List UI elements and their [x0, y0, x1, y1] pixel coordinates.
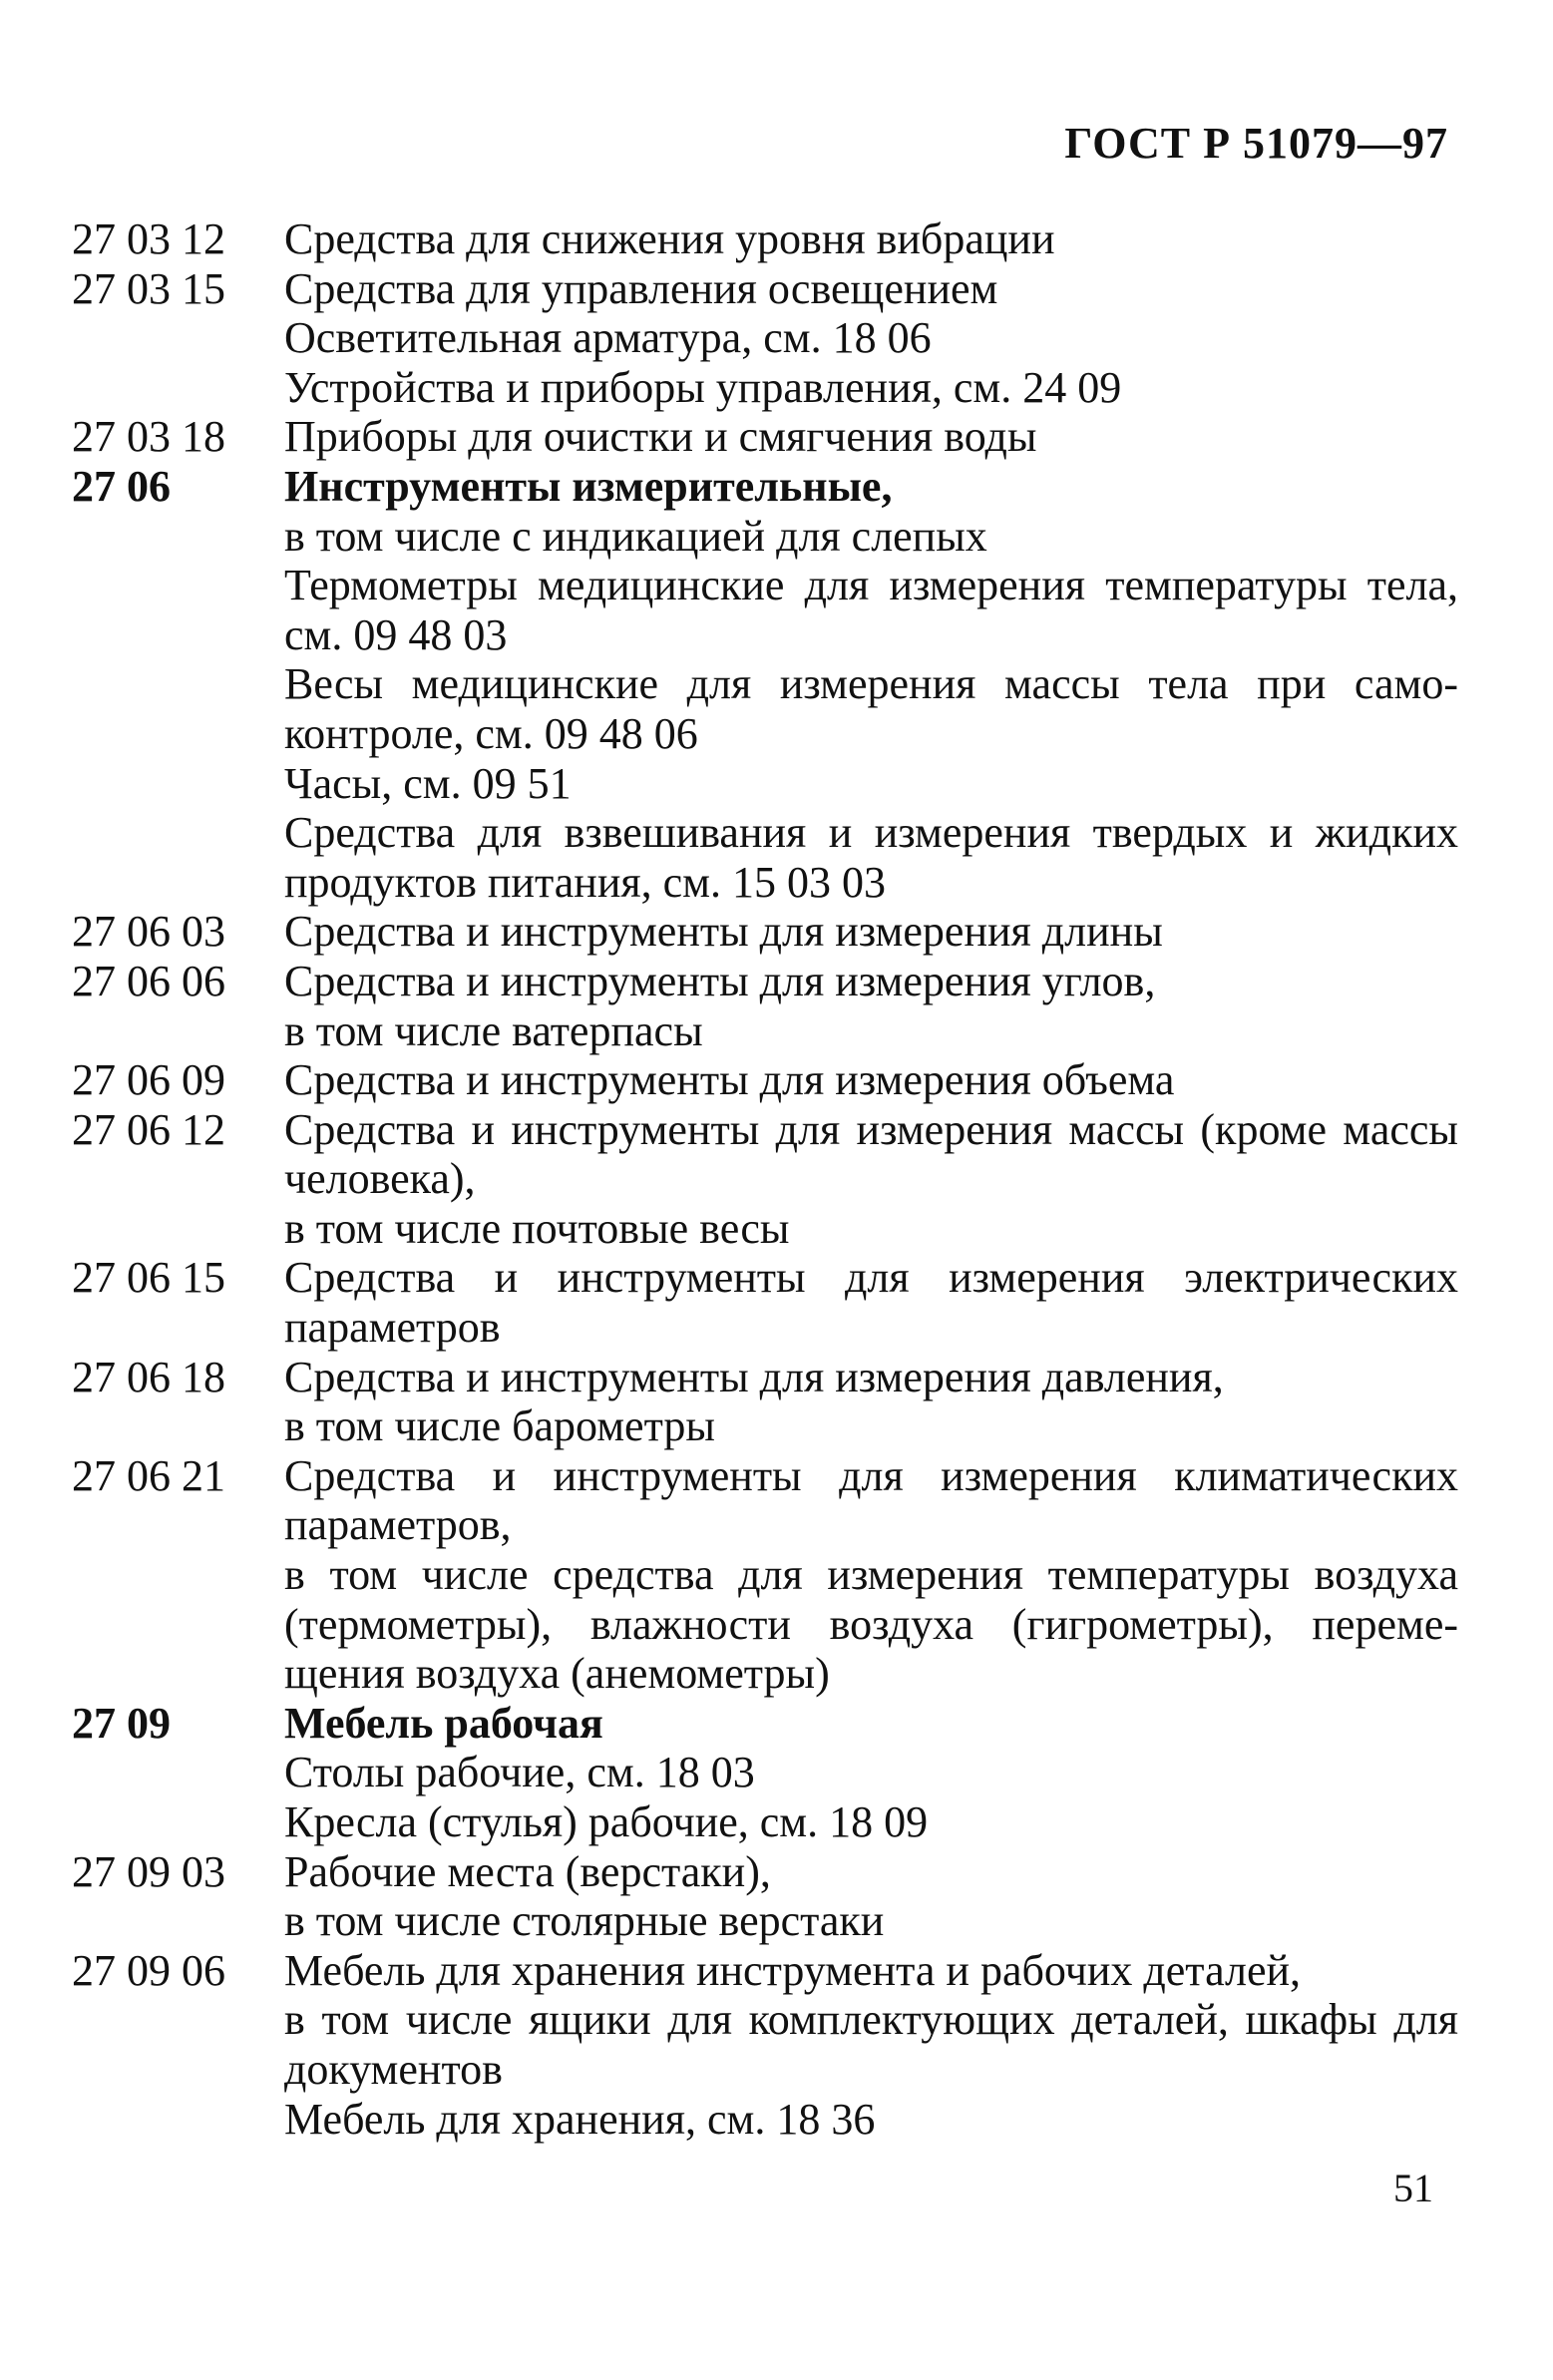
entry-line: Средства и инструменты для измерения климатических параметров, — [284, 1450, 1458, 1550]
section-code: 27 09 — [72, 1698, 171, 1748]
entry-line: в том числе барометры — [284, 1401, 715, 1451]
entry-line: Средства для снижения уровня вибрации — [284, 214, 1055, 263]
entry-27-06-12 — [72, 1105, 1458, 1254]
section-title: Мебель рабочая — [284, 1698, 603, 1748]
entry-line: в том числе с индикацией для слепых — [284, 511, 987, 561]
entry-text — [284, 1105, 1458, 1254]
entry-27-06-03 — [72, 907, 1458, 957]
entry-line: Термометры медицинские для измерения температуры тела, см. 09 48 03 — [284, 561, 1458, 659]
entry-27-03-18 — [72, 412, 1458, 462]
entry-text — [284, 1055, 1458, 1105]
entry-text — [284, 957, 1458, 1055]
page-number: 51 — [1393, 2166, 1433, 2210]
entry-27-06-21 — [72, 1451, 1458, 1699]
entry-line: в том числе ватерпасы — [284, 1005, 703, 1055]
entry-text — [284, 1946, 1458, 2144]
section-27-09 — [72, 1699, 1458, 1847]
entry-line: Столы рабочие, см. 18 03 — [284, 1748, 755, 1797]
entry-line: Кресла (стулья) рабочие, см. 18 09 — [284, 1797, 929, 1846]
entry-27-03-12 — [72, 214, 1458, 264]
entry-27-03-15 — [72, 264, 1458, 413]
entry-27-09-06 — [72, 1946, 1458, 2144]
entry-code: 27 03 18 — [72, 412, 225, 462]
entry-code: 27 06 15 — [72, 1253, 225, 1303]
entry-27-09-03 — [72, 1847, 1458, 1946]
entry-line: Рабочие места (верстаки), — [284, 1846, 771, 1896]
entry-code: 27 03 15 — [72, 263, 225, 313]
entry-text — [284, 1451, 1458, 1699]
entry-code: 27 09 03 — [72, 1846, 225, 1896]
section-code: 27 06 — [72, 461, 171, 511]
entry-line: в том числе ящики для комплектующих деталей, шкафы для документов — [284, 1995, 1458, 2094]
entry-line: в том числе средства для измерения температуры воздуха (термометры), влажности воздуха (гигрометры), переме-щения воздуха (анемометры) — [284, 1550, 1458, 1699]
entry-text — [284, 1699, 1458, 1847]
entry-line: Приборы для очистки и смягчения воды — [284, 412, 1037, 462]
section-27-06 — [72, 462, 1458, 907]
entry-code: 27 06 21 — [72, 1450, 225, 1500]
entry-text — [284, 1353, 1458, 1451]
entry-line: Устройства и приборы управления, см. 24 09 — [284, 362, 1122, 412]
entry-text — [284, 214, 1458, 264]
section-title: Инструменты измерительные, — [284, 461, 893, 511]
entry-line: в том числе почтовые весы — [284, 1203, 790, 1253]
entry-line: Средства и инструменты для измерения объема — [284, 1055, 1175, 1105]
entry-text — [284, 1253, 1458, 1352]
entry-code: 27 06 18 — [72, 1352, 225, 1401]
entry-line: Средства и инструменты для измерения углов, — [284, 956, 1156, 1005]
entry-line: Весы медицинские для измерения массы тела при само-контроле, см. 09 48 06 — [284, 659, 1458, 758]
entry-line: в том числе столярные верстаки — [284, 1896, 885, 1946]
entry-line: Часы, см. 09 51 — [284, 758, 572, 808]
entry-text — [284, 264, 1458, 413]
entry-line: Средства и инструменты для измерения длины — [284, 907, 1163, 957]
entry-line: Средства и инструменты для измерения электрических параметров — [284, 1253, 1458, 1353]
entry-text — [284, 462, 1458, 907]
classification-list — [72, 214, 1458, 2144]
entry-text — [284, 1847, 1458, 1946]
entry-code: 27 09 06 — [72, 1945, 225, 1995]
entry-line: Средства для управления освещением — [284, 263, 998, 313]
entry-line: Средства и инструменты для измерения давления, — [284, 1352, 1224, 1401]
entry-27-06-06 — [72, 957, 1458, 1055]
entry-27-06-18 — [72, 1353, 1458, 1451]
page-header: ГОСТ Р 51079—97 — [1064, 119, 1448, 168]
entry-line: Мебель для хранения инструмента и рабочих деталей, — [284, 1945, 1302, 1995]
entry-line: Осветительная арматура, см. 18 06 — [284, 313, 932, 363]
entry-27-06-09 — [72, 1055, 1458, 1105]
entry-text — [284, 412, 1458, 462]
entry-line: Средства для взвешивания и измерения твердых и жидких продуктов питания, см. 15 03 03 — [284, 808, 1458, 907]
entry-line: Средства и инструменты для измерения массы (кроме массы человека), — [284, 1104, 1458, 1204]
entry-code: 27 06 06 — [72, 956, 225, 1005]
entry-text — [284, 907, 1458, 957]
entry-code: 27 06 09 — [72, 1055, 225, 1105]
entry-code: 27 03 12 — [72, 214, 225, 263]
entry-code: 27 06 12 — [72, 1104, 225, 1154]
entry-code: 27 06 03 — [72, 907, 225, 957]
entry-line: Мебель для хранения, см. 18 36 — [284, 2094, 876, 2144]
entry-27-06-15 — [72, 1253, 1458, 1352]
